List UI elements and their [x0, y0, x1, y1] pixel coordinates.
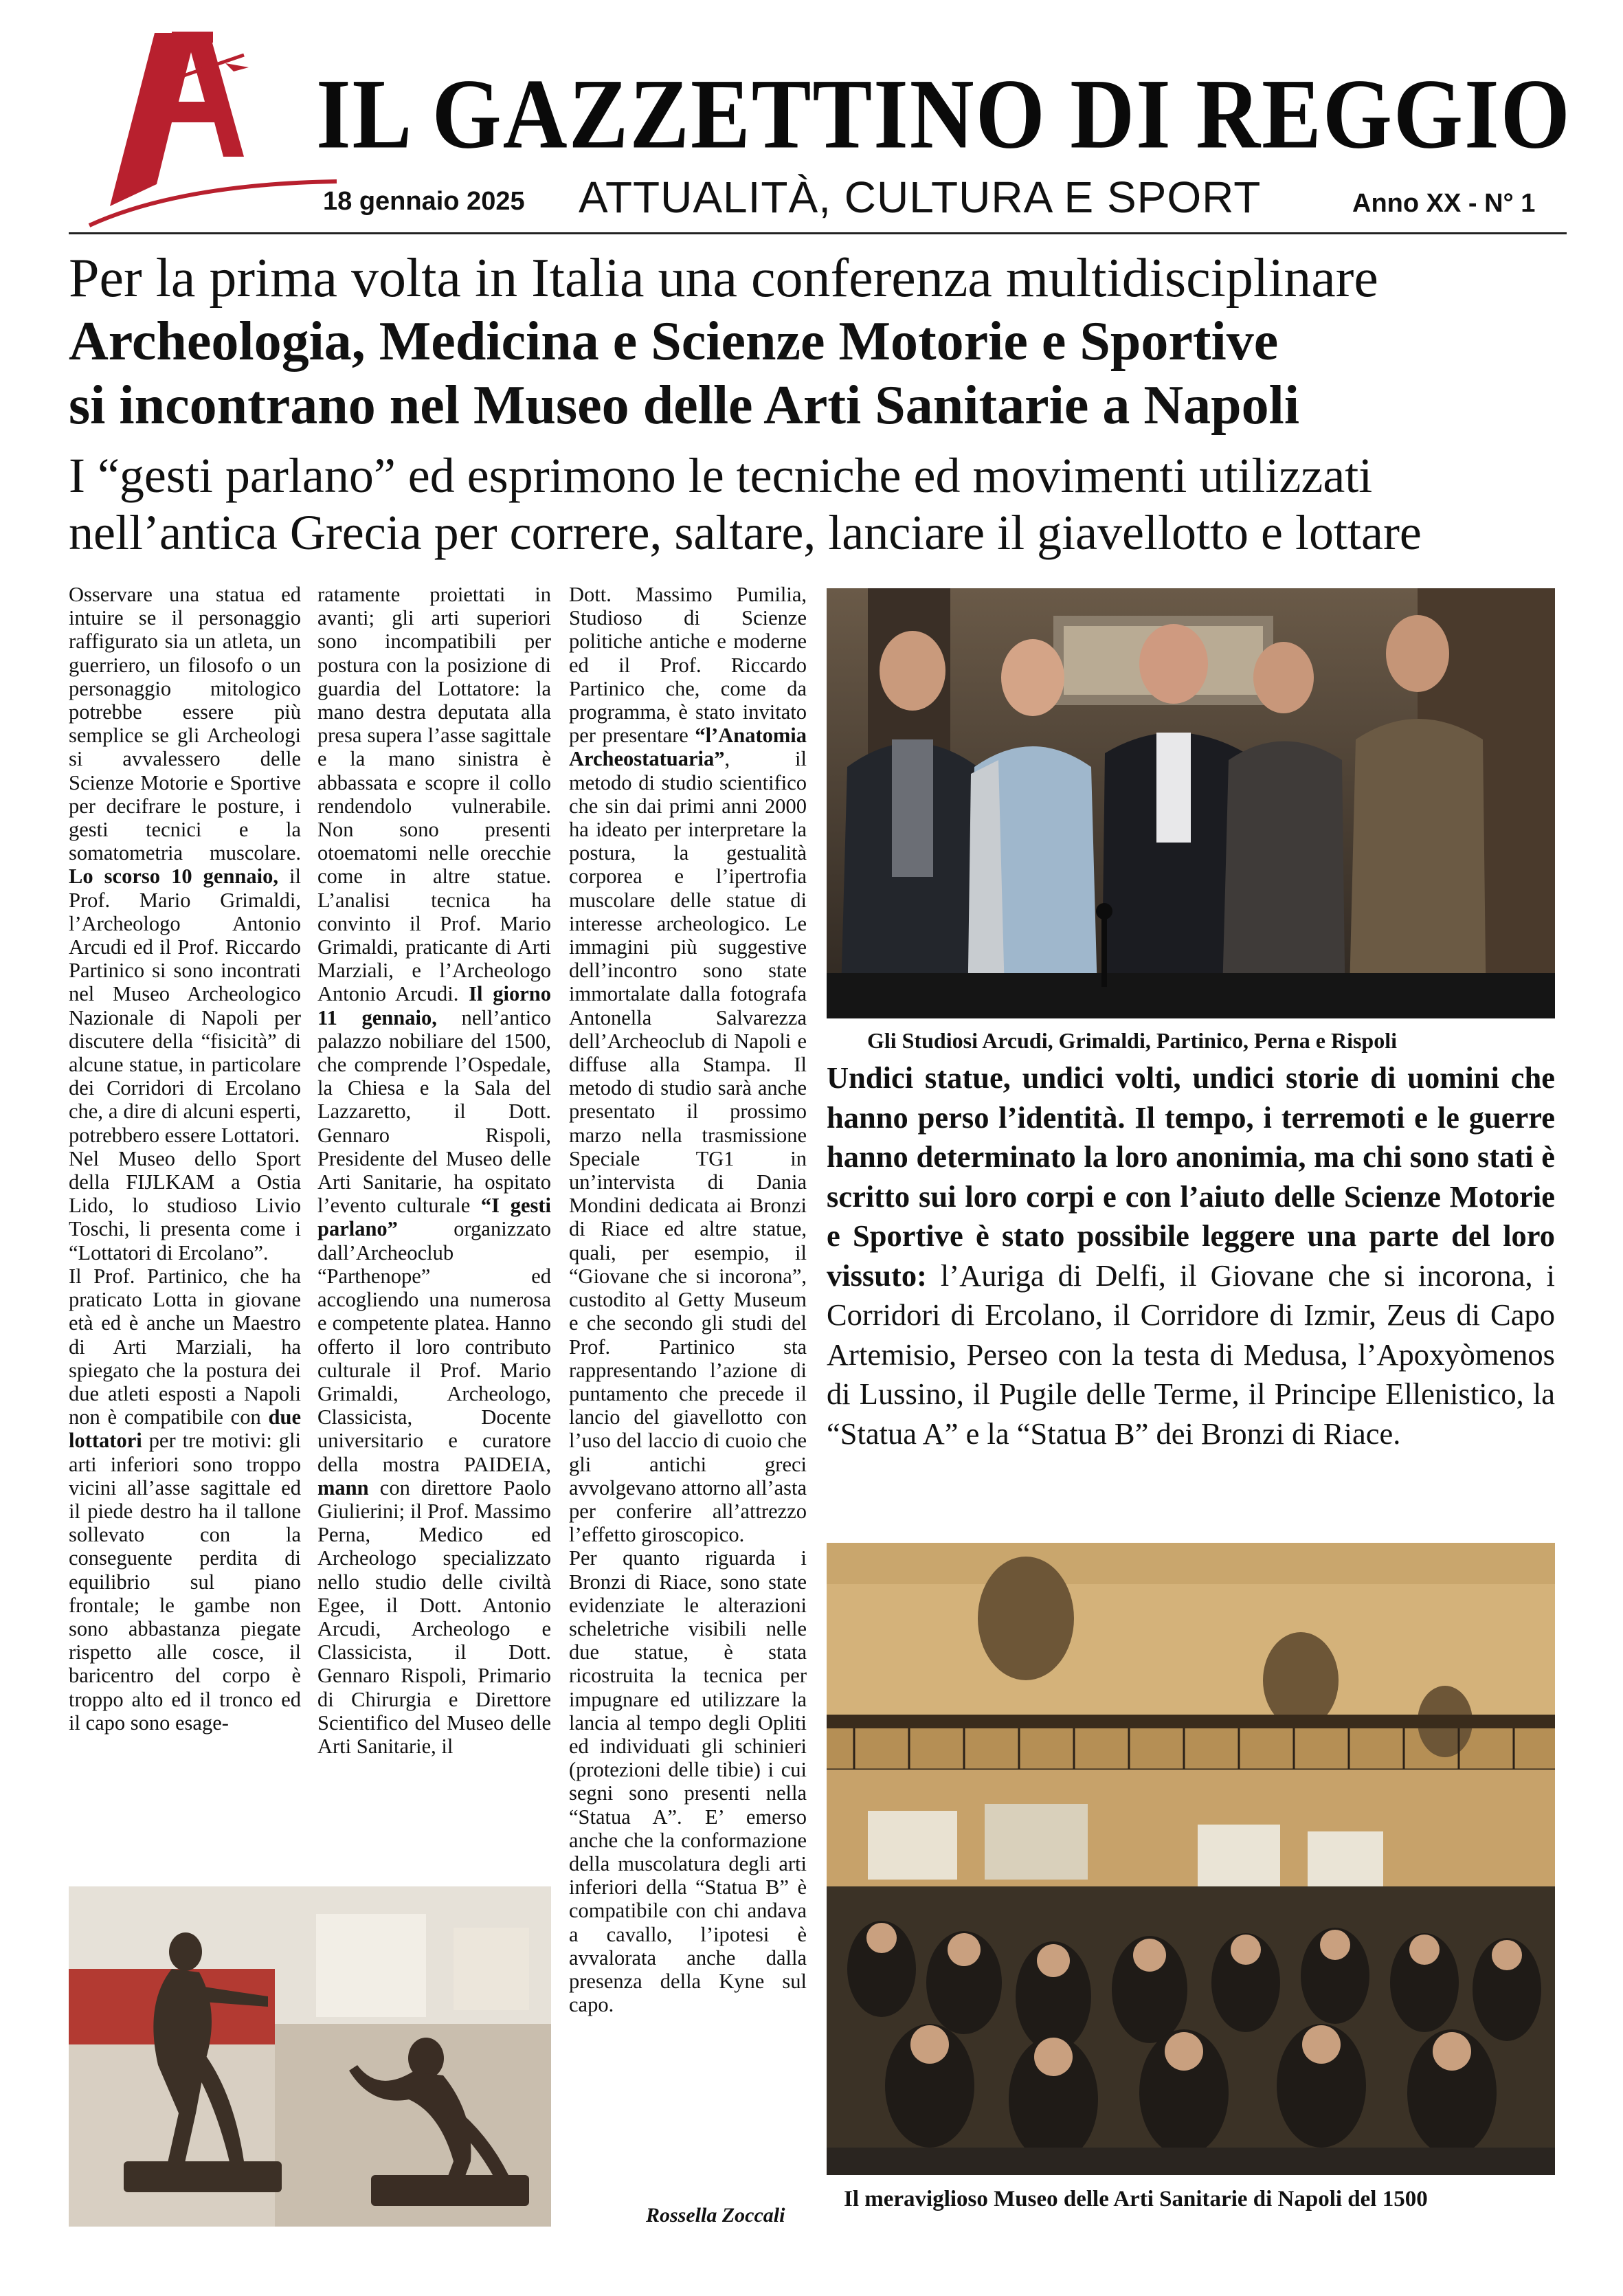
paragraph: Per quanto riguarda i Bronzi di Riace, sono state evidenziate le alterazioni scheletriche visibili nelle due statue, è stata ricostruita la tecnica per impugnare ed utilizzare la lancia al tempo degli Opliti ed individuati gli schinieri (protezioni delle tibie) i cui segni sono presenti nella “Statua A”. E’ emerso anche che la conformazione della muscolatura degli arti inferiori della “Statua B” è compatibile con chi andava a cavallo, l’ipotesi è avvalorata anche dalla presenza della Kyne sul capo.	[569, 1546, 807, 2017]
paragraph: ratamente proiettati in avanti; gli arti superiori sono incompatibili per postura con la posizione di guardia del Lottatore: la mano destra deputata alla presa supera l’asse sagittale e la mano sinistra è abbassata e scopre il collo rendendolo vulnerabile. Non sono presenti otoematomi nelle orecchie come in altre statue. L’analisi tecnica ha convinto il Prof. Mario Grimaldi, praticante di Arti Marziali, e l’Archeologo Antonio Arcudi. Il giorno 11 gennaio, nell’antico palazzo nobiliare del 1500, che comprende l’Ospedale, la Chiesa e la Sala del Lazzaretto, il Dott. Gennaro Rispoli, Presidente del Museo delle Arti Sanitarie, ha ospitato l’evento culturale “I gesti parlano” organizzato dall’Archeoclub “Parthenope” ed accogliendo una numerosa e competente platea. Hanno offerto il loro contributo culturale il Prof. Mario Grimaldi, Archeologo, Classicista, Docente universitario e curatore della mostra PAIDEIA, mann con direttore Paolo Giulierini; il Prof. Massimo Perna, Medico ed Archeologo specializzato nello studio delle civiltà Egee, il Dott. Antonio Arcudi, Archeologo e Classicista, il Dott. Gennaro Rispoli, Primario di Chirurgia e Direttore Scientifico del Museo delle Arti Sanitarie, il	[317, 583, 551, 1758]
headline-main-line2: si incontrano nel Museo delle Arti Sanitarie a Napoli	[69, 375, 1300, 436]
headline-subtitle-line2: nell’antica Grecia per correre, saltare, lanciare il giavellotto e lottare	[69, 505, 1422, 560]
article-column-2	[317, 583, 551, 1758]
museum-hall-photo	[827, 1543, 1555, 2175]
paragraph: Osservare una statua ed intuire se il personaggio raffigurato sia un atleta, un guerriero, un filosofo o un personaggio mitologico potrebbe essere più semplice se gli Archeologi si avvalessero delle Scienze Motorie e Sportive per decifrare le posture, i gesti tecnici e la somatometria muscolare. Lo scorso 10 gennaio, il Prof. Mario Grimaldi, l’Archeologo Antonio Arcudi ed il Prof. Riccardo Partinico si sono incontrati nel Museo Archeologico Nazionale di Napoli per discutere della “fisicità” di alcune statue, in particolare dei Corridori di Ercolano che, a dire di alcuni esperti, potrebbero essere Lottatori.	[69, 583, 301, 1147]
headline-main-line1: Archeologia, Medicina e Scienze Motorie e Sportive	[69, 311, 1279, 372]
paragraph: Dott. Massimo Pumilia, Studioso di Scienze politiche antiche e moderne ed il Prof. Riccardo Partinico che, come da programma, è stato invitato per presentare “l’Anatomia Archeostatuaria”, il metodo di studio scientifico che sin dai primi anni 2000 ha ideato per interpretare la postura, la gestualità corporea e l’ipertrofia muscolare delle statue di interesse archeologico. Le immagini più suggestive dell’incontro sono state immortalate dalla fotografa Antonella Salvarezza dell’Archeoclub di Napoli e diffuse alla Stampa. Il metodo di studio sarà anche presentato il prossimo marzo nella trasmissione Speciale TG1 in un’intervista di Dania Mondini dedicata ai Bronzi di Riace ed altre statue, quali, per esempio, il “Giovane che si incorona”, custodito al Getty Museum e che secondo gli studi del Prof. Partinico sta rappresentando l’azione di puntamento che precede il lancio del giavellotto con l’uso del laccio di cuoio che gli antichi greci avvolgevano attorno all’asta per conferire all’attrezzo l’effetto giroscopico.	[569, 583, 807, 1547]
headline-kicker: Per la prima volta in Italia una conferenza multidisciplinare	[69, 248, 1378, 309]
paragraph: Il Prof. Partinico, che ha praticato Lotta in giovane età ed è anche un Maestro di Arti Marziali, ha spiegato che la postura dei due atleti esposti a Napoli non è compatibile con due lottatori per tre motivi: gli arti inferiori sono troppo vicini all’asse sagittale ed il piede destro ha il tallone sollevato con la conseguente perdita di equilibrio sul piano frontale; le gambe non sono abbastanza piegate rispetto alle cosce, il baricentro del corpo è troppo alto ed il tronco ed il capo sono esage-	[69, 1264, 301, 1735]
masthead-title: IL GAZZETTINO DI REGGIO	[316, 58, 1571, 170]
paragraph: Nel Museo dello Sport della FIJLKAM a Ostia Lido, lo studioso Livio Toschi, li presenta come i “Lottatori di Ercolano”.	[69, 1146, 301, 1264]
issue-number: Anno XX - N° 1	[1352, 189, 1536, 218]
article-column-1	[69, 583, 301, 1735]
masthead-tagline: ATTUALITÀ, CULTURA E SPORT	[579, 172, 1262, 222]
scholars-group-photo	[827, 588, 1555, 1018]
headline-subtitle-line1: I “gesti parlano” ed esprimono le tecniche ed movimenti utilizzati	[69, 448, 1373, 503]
article-column-3	[569, 583, 807, 2016]
issue-date: 18 gennaio 2025	[323, 187, 525, 216]
masthead-divider	[69, 232, 1567, 234]
newspaper-logo	[69, 19, 344, 232]
lead-paragraph: Undici statue, undici volti, undici storie di uomini che hanno perso l’identità. Il tempo, i terremoti e le guerre hanno determinato la loro anonimia, ma chi sono stati è scritto sui loro corpi e con l’aiuto delle Scienze Motorie e Sportive è stato possibile leggere una parte del loro vissuto: l’Auriga di Delfi, il Giovane che si incorona, i Corridori di Ercolano, il Corridore di Izmir, Zeus di Capo Artemisio, Perseo con la testa di Medusa, l’Apoxyòmenos di Lussino, il Pugile delle Terme, il Principe Ellenistico, la “Statua A” e la “Statua B” dei Bronzi di Riace.	[827, 1060, 1555, 1451]
author-byline: Rossella Zoccali	[646, 2204, 785, 2227]
scholars-photo-caption: Gli Studiosi Arcudi, Grimaldi, Partinico, Perna e Rispoli	[867, 1028, 1397, 1053]
bronze-runners-statues-photo	[69, 1886, 551, 2227]
museum-photo-caption: Il meraviglioso Museo delle Arti Sanitarie di Napoli del 1500	[844, 2187, 1428, 2211]
